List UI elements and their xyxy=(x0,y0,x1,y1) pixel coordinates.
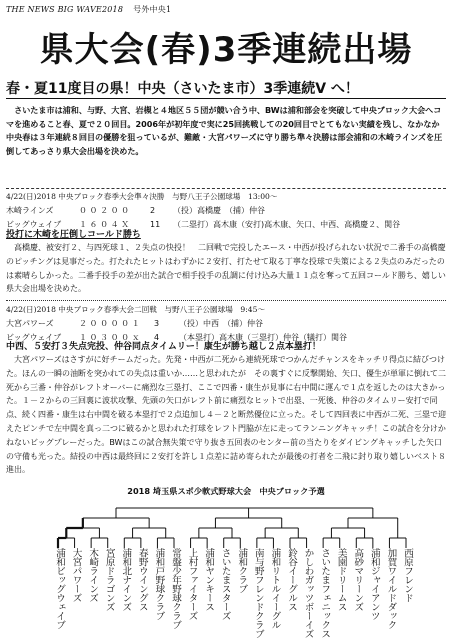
score-row xyxy=(6,203,403,217)
game2-title: 中西、５安打３失点完投、仲谷同点タイムリー！康生が勝ち越し２点本塁打！ xyxy=(6,342,321,352)
lead-paragraph xyxy=(6,104,446,158)
player-detail: （投）中西 （捕）仲谷 xyxy=(179,318,263,328)
team-name: ビッグウェイブ xyxy=(6,332,62,342)
subheadline: 春・夏11度目の県！中央（さいたま市）3季連続V へ！ xyxy=(6,78,446,99)
team-name: ビッグウェイブ xyxy=(6,219,62,229)
bracket-team: 鈴谷イーグルス xyxy=(286,548,297,611)
runs: 3 xyxy=(154,318,160,328)
bracket-team: 浦和ジャイアンツ xyxy=(368,548,380,620)
bracket-title-text: 2018 埼玉県スポ少軟式野球大会 中央ブロック予選 xyxy=(127,486,325,496)
bracket-team: 西原フレンド xyxy=(402,548,413,602)
score-row xyxy=(6,316,350,330)
game1-box xyxy=(6,191,446,231)
bracket-teams xyxy=(0,548,452,640)
player-detail: （本塁打）高木康（三塁打）仲谷（犠打）関谷 xyxy=(179,332,347,342)
game2-text: 大宮パワーズはさすがに好チームだった。先発・中西が二死から連続死球でつかんだチャンスをキッチリ得点に結びつけた。ほんの一瞬の油断を突かれての失点は重いか……と思われたが その裏すぐに反撃開始、矢口、優生が単軍に倒れて二死から三番・仲谷がレフトオーバーに痛烈な三塁打、ここで四番・康生が見事に右中間に運んで１点を返したのは大きかった。１－２からの三回裏に波状攻撃、先頭の矢口がレフト前に痛烈なヒットで出塁、一死後、仲谷のタイムリー安打で同点、続く四番・康生は右中間を破る本塁打で２点追加し４－２と断然優位に立った。そして四回表に中西が二死、三塁で迎えたピンチで左中間を真っ二つに破るかと思われた打球をレフト門脇が左に走ってランニングキャッチ！この試合を分けかねないビッグプレーだった。BWはこの試合無失策で守り抜き五回表のセンター前の当たりをダイビングキャッチした矢口の守備も光った。結投の中西は最終回に２安打を許し１点差に詰め寄られたが最後の打者を二飛に封り取り嬉しいベスト８進出。 xyxy=(6,355,446,475)
game1-title: 投打に木崎を圧倒しコールド勝ち xyxy=(6,230,141,240)
inning-scores: ２ ０ ０ ０ ０ １ xyxy=(79,318,140,328)
runs: 11 xyxy=(150,219,161,229)
game2-info: 4/22(日)2018 中央ブロック春季大会二回戦 与野八王子公園球場 9:45～ xyxy=(6,305,266,314)
bracket-team: さいたまフェニックス xyxy=(319,548,331,638)
game1-report xyxy=(6,241,446,296)
inning-scores: １ ６ ０ ４ Ｘ xyxy=(79,219,130,229)
divider xyxy=(6,300,446,301)
bracket-team: 常盤少年野球クラブ xyxy=(170,548,181,629)
bracket-team: 浦和戸野球クラブ xyxy=(153,548,165,620)
newsletter-header xyxy=(6,4,171,15)
game1-info: 4/22(日)2018 中央ブロック春季大会準々決勝 与野八王子公園球場 13:00～ xyxy=(6,192,278,201)
runs: 4 xyxy=(154,332,160,342)
bracket-team: 木崎ラインズ xyxy=(87,548,99,602)
runs: 2 xyxy=(150,205,156,215)
bracket-team: 美園ドリームス xyxy=(335,548,347,611)
bracket-team: 浦和ヤンキース xyxy=(203,548,215,611)
bracket-team: 南与野フレンドクラブ xyxy=(252,548,264,638)
team-name: 木崎ラインズ xyxy=(6,205,54,215)
inning-scores: １ ０ ３ ０ ０ ｘ xyxy=(79,332,140,342)
divider xyxy=(6,188,446,189)
bracket-team: 大宮パワーズ xyxy=(70,548,82,602)
player-detail: （二塁打）高木康（安打)高木康、矢口、中西、高橋慶２、関谷 xyxy=(173,219,401,229)
issue-number: 号外中央1 xyxy=(133,5,172,14)
bracket-team: 浦和リトルイーグル xyxy=(269,548,281,629)
newsletter-name: THE NEWS BIG WAVE2018 xyxy=(6,5,124,14)
bracket-team: 宮原ドラゴンズ xyxy=(103,548,115,611)
tournament-bracket xyxy=(0,492,452,550)
bracket-team: 加賀ワイルドダック xyxy=(385,548,397,629)
headline: 県大会(春)3季連続出場 xyxy=(39,30,413,70)
bracket-team: 高砂マリーンズ xyxy=(352,548,364,611)
bracket-team: 浦和クラブ xyxy=(236,548,248,593)
bracket-team: かしわガッツボーイズ xyxy=(302,548,314,638)
lead-text: さいたま市は浦和、与野、大宮、岩槻と４地区５５団が競い合う中、BWは浦和部会を突破して中央ブロック大会へコマを進めること春、夏で２０回目。2006年が初年度で実に25回挑戦しての20回目でとてもない実績を残し、なかなか中央春は３年連続８回目の優勝を狙っているが、難敵・大宮パワーズに守り勝ち準々決勝は部会浦和の木崎ラインズを圧倒してあっさり県大会出場を決めた。 xyxy=(6,105,443,156)
bracket-team: 上村ファイターズ xyxy=(186,548,198,620)
bracket-team: さいたまスターズ xyxy=(219,548,231,620)
game2-box xyxy=(6,304,446,344)
team-name: 大宮パワーズ xyxy=(6,318,54,328)
game1-text: 高橋慶、被安打２、与四死球１、２失点の快投！ 二回戦で完投したエース・中西が投げられない状況で二番手の高橋慶のピッチングは見事だった。打たれたヒットはわずかに２安打、打たせて取る丁寧な投球で失策による２失点のみだったのは素晴らしかった。二番手投手の差が出た試合で相手投手の乱調に付け込み大量１１点を奪って五回コールド勝ち、嬉しい県大会出場を決めた。 xyxy=(6,243,446,294)
player-detail: （投）高橋慶 （捕）仲谷 xyxy=(173,205,265,215)
inning-scores: ０ ０ ２ ０ ０ xyxy=(79,205,130,215)
bracket-team: 浦和北ナインズ xyxy=(120,548,132,611)
bracket-team: 浦和ビッグウェイブ xyxy=(54,548,65,629)
bracket-team: 春野ウイングス xyxy=(136,548,148,611)
game2-report xyxy=(6,353,446,477)
